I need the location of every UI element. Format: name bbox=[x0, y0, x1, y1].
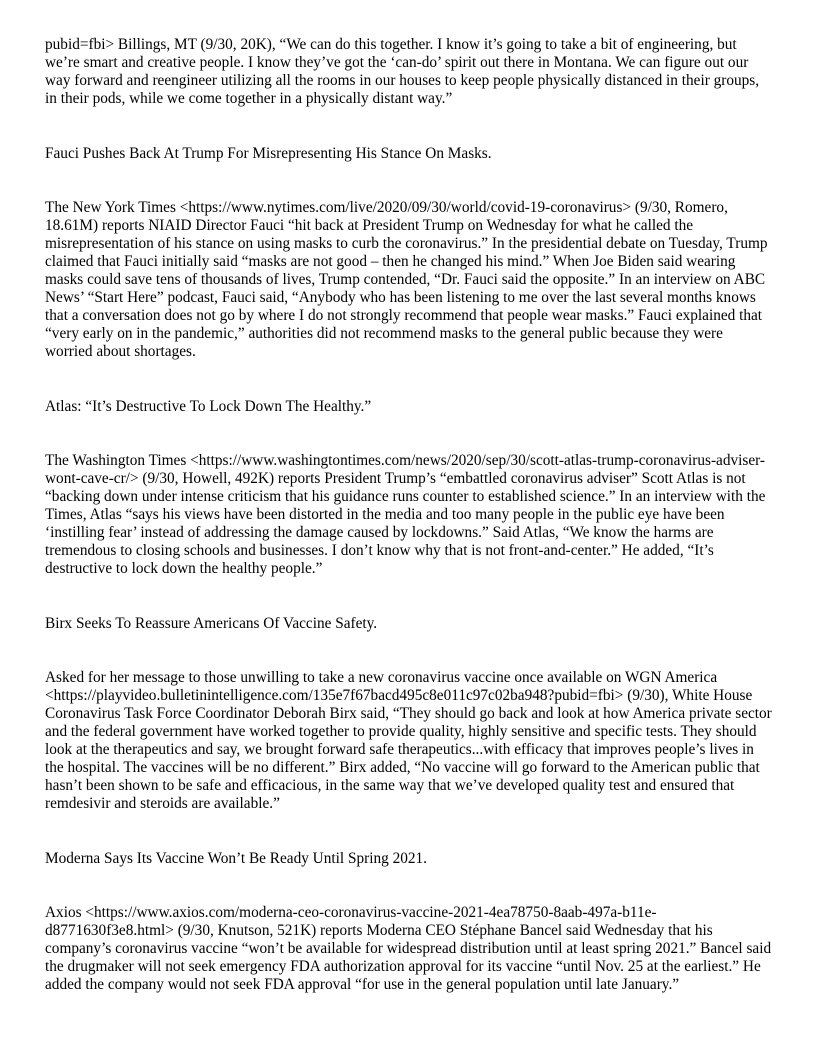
heading-atlas: Atlas: “It’s Destructive To Lock Down The Healthy.” bbox=[45, 398, 372, 415]
heading-fauci-masks: Fauci Pushes Back At Trump For Misrepresenting His Stance On Masks. bbox=[45, 145, 492, 162]
paragraph-birx: Asked for her message to those unwilling to take a new coronavirus vaccine once available on WGN America <https://playvideo.bulletinintelligence.com/135e7f67bacd495c8e011c97c02ba948?pubid=fbi> (9/30), White House Coronavirus Task Force Coordinator Deborah Birx said, “They should go back and look at how America private sector and the federal government have worked together to provide quality, highly sensitive and specific tests. They should look at the therapeutics and say, we brought forward safe therapeutics...with efficacy that improves people’s lives in the hospital. The vaccines will be no different.” Birx added, “No vaccine will go forward to the American public that hasn’t been shown to be safe and efficacious, in the same way that we’ve developed quality test and ensured that remdesivir and steroids are available.” bbox=[45, 669, 772, 812]
paragraph-fauci-masks: The New York Times <https://www.nytimes.com/live/2020/09/30/world/covid-19-coronavirus> (9/30, Romero, 18.61M) reports NIAID Director Fauci “hit back at President Trump on Wednesday for what he called the misrepresentation of his stance on using masks to curb the coronavirus.” In the presidential debate on Tuesday, Trump claimed that Fauci initially said “masks are not good – then he changed his mind.” When Joe Biden said wearing masks could save tens of thousands of lives, Trump contended, “Dr. Fauci said the opposite.” In an interview on ABC News’ “Start Here” podcast, Fauci said, “Anybody who has been listening to me over the last several months knows that a conversation does not go by where I do not strongly recommend that people wear masks.” Fauci explained that “very early on in the pandemic,” authorities did not recommend masks to the general public because they were worried about shortages. bbox=[45, 199, 768, 360]
heading-moderna: Moderna Says Its Vaccine Won’t Be Ready Until Spring 2021. bbox=[45, 850, 427, 867]
paragraph-moderna: Axios <https://www.axios.com/moderna-ceo-coronavirus-vaccine-2021-4ea78750-8aab-497a-b11e-d8771630f3e8.html> (9/30, Knutson, 521K) reports Moderna CEO Stéphane Bancel said Wednesday that his company’s coronavirus vaccine “won’t be available for widespread distribution until at least spring 2021.” Bancel said the drugmaker will not seek emergency FDA authorization approval for its vaccine “until Nov. 25 at the earliest.” He added the company would not seek FDA approval “for use in the general population until late January.” bbox=[45, 904, 772, 993]
paragraph-atlas: The Washington Times <https://www.washingtontimes.com/news/2020/sep/30/scott-atlas-trump-coronavirus-adviser-wont-cave-cr/> (9/30, Howell, 492K) reports President Trump’s “embattled coronavirus adviser” Scott Atlas is not “backing down under intense criticism that his guidance runs counter to established science.” In an interview with the Times, Atlas “says his views have been distorted in the media and too many people in the public eye have been ‘instilling fear’ instead of addressing the damage caused by lockdowns.” Said Atlas, “We know the harms are tremendous to closing schools and businesses. I don’t know why that is not front-and-center.” He added, “It’s destructive to lock down the healthy people.” bbox=[45, 452, 766, 577]
document-page bbox=[45, 36, 773, 994]
heading-birx: Birx Seeks To Reassure Americans Of Vaccine Safety. bbox=[45, 615, 378, 632]
paragraph-cuomo-quote: pubid=fbi> Billings, MT (9/30, 20K), “We can do this together. I know it’s going to take a bit of engineering, but we’re smart and creative people. I know they’ve got the ‘can-do’ spirit out there in Montana. We can figure out our way forward and reengineer utilizing all the rooms in our houses to keep people physically distanced in their groups, in their pods, while we come together in a physically distant way.” bbox=[45, 36, 760, 107]
